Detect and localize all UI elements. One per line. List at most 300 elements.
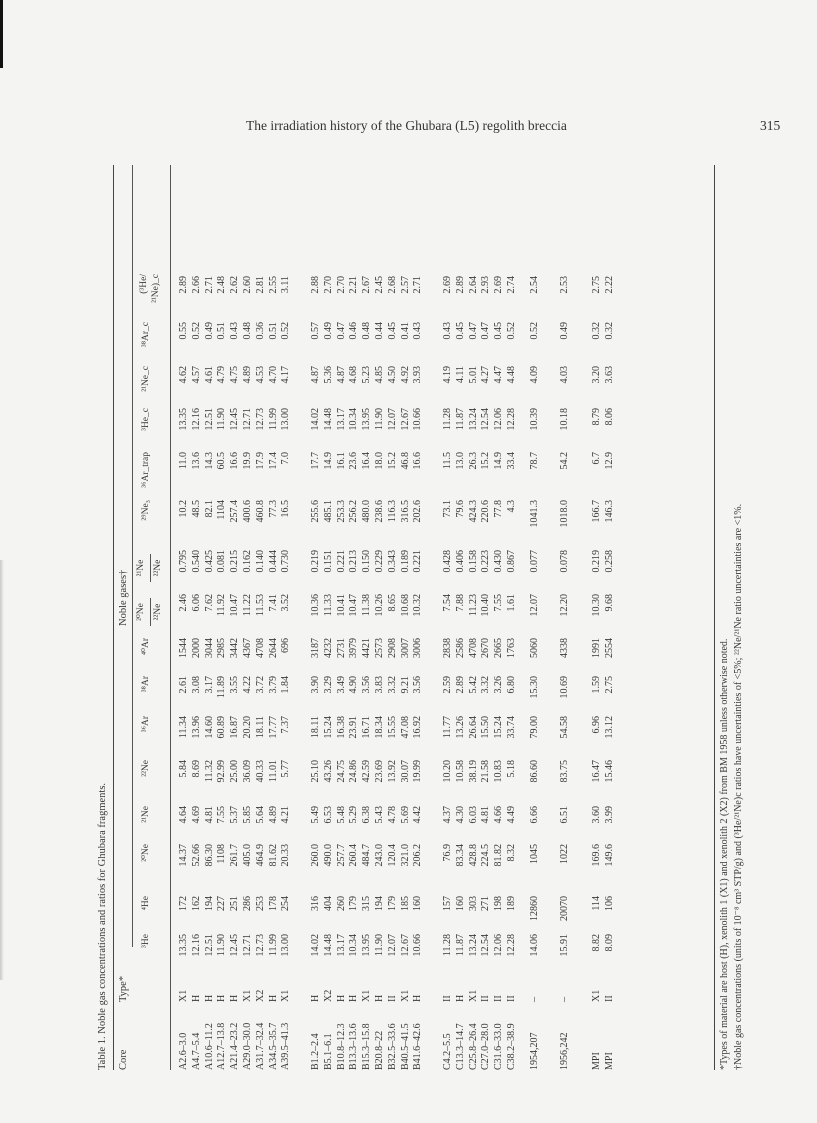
table-cell: 4.68	[348, 366, 360, 384]
table-cell: 464.9	[254, 844, 266, 867]
table-cell: 11.23	[467, 594, 479, 617]
table-cell: 0.43	[442, 322, 453, 340]
table-cell: 13.95	[361, 408, 373, 431]
table-cell: C27.0–28.0	[480, 1023, 492, 1070]
table-cell: 11.99	[267, 934, 279, 957]
table-cell: 11.38	[361, 594, 373, 617]
column-ne20_22	[442, 594, 519, 632]
table-cell: 47.08	[399, 716, 411, 739]
table-cell: 2.46	[178, 594, 189, 612]
table-cell: C38.2–38.9	[505, 1023, 517, 1070]
table-cell: 0.213	[348, 550, 360, 573]
table-cell: 179	[386, 896, 398, 911]
column-ar36	[442, 716, 519, 754]
table-cell: 18.11	[310, 716, 321, 739]
table-cell: 77.3	[267, 500, 279, 518]
table-cell: 16.71	[361, 716, 373, 739]
table-cell: 256.2	[348, 500, 360, 523]
table-cell: 0.081	[216, 550, 228, 573]
table-cell: 60.5	[216, 452, 228, 470]
table-cell: 1022	[559, 844, 570, 864]
table-cell: 2.70	[335, 276, 347, 294]
table-cell: 11.87	[454, 934, 466, 957]
table-cell: 19.9	[241, 452, 253, 470]
table-cell: 4.89	[241, 366, 253, 384]
table-cell: H	[335, 994, 347, 1002]
column-ne21c	[310, 366, 425, 402]
table-cell: 4232	[322, 638, 334, 658]
table-cell: 4708	[254, 638, 266, 658]
column-core	[559, 1008, 572, 1070]
column-ar40	[559, 638, 572, 672]
table-cell: 260.0	[310, 844, 321, 867]
table-cell: 79.00	[529, 716, 540, 739]
table-cell: 10.47	[348, 594, 360, 617]
table-cell: 1045	[529, 844, 540, 864]
table-cell: B10.8–12.3	[335, 1023, 347, 1070]
table-cell: 254	[280, 896, 292, 911]
table-cell: 1544	[178, 638, 189, 658]
table-cell: 79.6	[454, 500, 466, 518]
table-cell: 12.07	[529, 594, 540, 617]
table-cell: X1	[591, 989, 602, 1002]
table-cell: 21.58	[480, 760, 492, 783]
table-caption: Table 1. Noble gas concentrations and ratios for Ghubara fragments.	[97, 782, 108, 1070]
table-cell: 6.03	[467, 806, 479, 824]
col-head-ne29: ²⁹Ne₃	[141, 500, 151, 521]
table-cell: 1954,207	[529, 1032, 540, 1070]
table-cell: 185	[399, 896, 411, 911]
table-cell: 3.55	[229, 676, 241, 694]
table-cell: 14.60	[203, 716, 215, 739]
column-he3c	[591, 408, 617, 446]
table-cell: 78.7	[529, 452, 540, 470]
column-he4	[559, 896, 572, 930]
table-cell: 0.795	[178, 550, 189, 573]
col-head-he3c: ³He_c	[141, 408, 151, 431]
table-cell: 2.61	[178, 676, 189, 694]
table-cell: 11.28	[442, 934, 453, 957]
table-cell: 54.58	[559, 716, 570, 739]
table-cell: 16.92	[412, 716, 424, 739]
table-cell: 11.32	[203, 760, 215, 783]
table-cell: 15.50	[480, 716, 492, 739]
table-cell: A2.6–3.0	[178, 1032, 189, 1070]
table-cell: 120.4	[386, 844, 398, 867]
table-cell: 11.53	[254, 594, 266, 617]
table-cell: 316	[310, 896, 321, 911]
table-cell: 0.57	[310, 322, 321, 340]
table-cell: II	[386, 995, 398, 1002]
table-cell: 13.26	[454, 716, 466, 739]
table-cell: 0.32	[591, 322, 602, 340]
column-ne21c	[529, 366, 542, 402]
table-cell: 0.151	[322, 550, 334, 573]
table-cell: 2.55	[267, 276, 279, 294]
column-he3c	[442, 408, 519, 446]
table-cell: 83.34	[454, 844, 466, 867]
table-cell: 13.00	[280, 934, 292, 957]
table-cell: 2586	[454, 638, 466, 658]
column-ratio	[310, 276, 425, 312]
table-cell: 2.62	[229, 276, 241, 294]
table-cell: 0.45	[493, 322, 505, 340]
col-head-he3: ³He	[141, 934, 151, 948]
table-cell: 82.1	[203, 500, 215, 518]
table-cell: 0.52	[190, 322, 202, 340]
table-cell: 11.01	[267, 760, 279, 783]
table-cell: 0.43	[412, 322, 424, 340]
column-core	[442, 1008, 519, 1070]
table-cell: 8.65	[386, 594, 398, 612]
column-ar36	[310, 716, 425, 754]
table-cell: 7.0	[280, 452, 292, 465]
table-cell: 20.20	[241, 716, 253, 739]
col-head-ne21-22-bar	[150, 554, 151, 582]
table-cell: 81.62	[267, 844, 279, 867]
table-cell: 4.89	[267, 806, 279, 824]
table-cell: 5.43	[373, 806, 385, 824]
table-cell: 157	[442, 896, 453, 911]
column-ar38	[310, 676, 425, 712]
table-cell: 0.229	[373, 550, 385, 573]
table-cell: 0.189	[399, 550, 411, 573]
table-cell: 4.78	[386, 806, 398, 824]
table-cell: 4.50	[386, 366, 398, 384]
table-cell: 2.21	[348, 276, 360, 294]
table-cell: 12.06	[493, 408, 505, 431]
col-head-he4: ⁴He	[141, 896, 151, 911]
column-ne21	[559, 806, 572, 838]
table-cell: 3.60	[591, 806, 602, 824]
table-cell: 116.3	[386, 500, 398, 523]
table-cell: 73.1	[442, 500, 453, 518]
table-cell: 2.88	[310, 276, 321, 294]
table-cell: 4.37	[442, 806, 453, 824]
table-cell: 24.75	[335, 760, 347, 783]
table-cell: 4.30	[454, 806, 466, 824]
table-cell: 0.47	[467, 322, 479, 340]
column-he3	[442, 934, 519, 970]
table-cell: X1	[280, 989, 292, 1002]
table-cell: H	[373, 994, 385, 1002]
column-ne21	[310, 806, 425, 838]
table-cell: 178	[267, 896, 279, 911]
table-cell: 149.6	[603, 844, 615, 867]
table-cell: 7.41	[267, 594, 279, 612]
table-cell: 2573	[373, 638, 385, 658]
footnote-units: †Noble gas concentrations (units of 10⁻⁸ cm³ STP/g) and (³He/²¹Ne)c ratios have uncertainties of <5%; ²²Ne/²¹Ne ratio uncertainties are <1%.	[733, 503, 744, 1070]
column-ratio	[559, 276, 572, 312]
table-cell: 33.74	[505, 716, 517, 739]
table-cell: 0.425	[203, 550, 215, 573]
table-cell: 86.60	[529, 760, 540, 783]
table-cell: 2.89	[454, 676, 466, 694]
table-cell: 10.83	[493, 760, 505, 783]
table-cell: 16.38	[335, 716, 347, 739]
table-cell: 12.45	[229, 408, 241, 431]
column-he4	[442, 896, 519, 930]
column-ratio	[178, 276, 293, 312]
scan-shadow	[0, 560, 4, 980]
column-ne21_22	[559, 550, 572, 588]
table-cell: II	[442, 995, 453, 1002]
table-cell: 206.2	[412, 844, 424, 867]
table-cell: A12.7–13.8	[216, 1022, 228, 1070]
table-cell: 227	[216, 896, 228, 911]
table-cell: 2.48	[216, 276, 228, 294]
column-type	[442, 974, 519, 1002]
table-cell: 42.59	[361, 760, 373, 783]
table-cell: 18.0	[373, 452, 385, 470]
table-cell: 13.96	[190, 716, 202, 739]
table-cell: A10.6–11.2	[203, 1023, 215, 1070]
table-cell: 23.69	[373, 760, 385, 783]
table-cell: 12.71	[241, 408, 253, 431]
table-cell: 243.0	[373, 844, 385, 867]
table-cell: 400.6	[241, 500, 253, 523]
column-ar38c	[559, 322, 572, 356]
column-ne21c	[591, 366, 617, 402]
table-cell: 0.52	[505, 322, 517, 340]
column-he3	[529, 934, 542, 970]
table-cell: H	[203, 994, 215, 1002]
table-cell: 10.69	[559, 676, 570, 699]
table-cell: 3.56	[412, 676, 424, 694]
table-cell: X2	[322, 989, 334, 1002]
table-cell: 11.33	[322, 594, 334, 617]
table-cell: A29.0–30.0	[241, 1022, 253, 1070]
column-ar36trap	[529, 452, 542, 492]
column-he3	[310, 934, 425, 970]
column-he3	[178, 934, 293, 970]
column-ar36trap	[178, 452, 293, 492]
column-ratio	[442, 276, 519, 312]
table-cell: A34.5–35.7	[267, 1022, 279, 1070]
column-he4	[529, 896, 542, 930]
table-cell: 4.64	[178, 806, 189, 824]
table-cell: 10.26	[373, 594, 385, 617]
table-cell: 11.92	[216, 594, 228, 617]
table-cell: 13.95	[361, 934, 373, 957]
table-cell: 2.69	[442, 276, 453, 294]
table-cell: 40.33	[254, 760, 266, 783]
column-ar36trap	[442, 452, 519, 492]
table-cell: 0.43	[229, 322, 241, 340]
column-ne20_22	[591, 594, 617, 632]
table-cell: 4.70	[267, 366, 279, 384]
table-cell: 8.09	[603, 934, 615, 952]
table-cell: 11.5	[442, 452, 453, 470]
column-ne20	[178, 844, 293, 892]
table-cell: 3.79	[267, 676, 279, 694]
table-cell: 220.6	[480, 500, 492, 523]
col-head-ar36trap: ³⁶Ar_trap	[141, 452, 151, 488]
table-cell: 0.219	[310, 550, 321, 573]
table-cell: 0.150	[361, 550, 373, 573]
table-cell: 2670	[480, 638, 492, 658]
column-ar40	[310, 638, 425, 672]
table-cell: 316.5	[399, 500, 411, 523]
table-cell: X1	[178, 989, 189, 1002]
table-cell: 5.18	[505, 760, 517, 778]
table-cell: 2554	[603, 638, 615, 658]
table-cell: 10.66	[412, 934, 424, 957]
table-cell: 5.49	[310, 806, 321, 824]
table-cell: C25.8–26.4	[467, 1023, 479, 1070]
table-cell: 14.48	[322, 408, 334, 431]
col-head-ar38c: ³⁸Ar_c	[141, 322, 151, 348]
table-cell: 13.12	[603, 716, 615, 739]
table-cell: 160	[454, 896, 466, 911]
column-ne22	[591, 760, 617, 800]
table-cell: 1991	[591, 638, 602, 658]
table-cell: B1.2–2.4	[310, 1033, 321, 1070]
table-cell: 10.36	[310, 594, 321, 617]
table-cell: 5.01	[467, 366, 479, 384]
table-cell: 11.90	[216, 408, 228, 431]
table-cell: 0.428	[442, 550, 453, 573]
column-type	[591, 974, 617, 1002]
table-cell: MPI	[603, 1052, 615, 1070]
table-cell: 4.61	[203, 366, 215, 384]
table-cell: 10.58	[454, 760, 466, 783]
table-cell: A31.7–32.4	[254, 1022, 266, 1070]
table-cell: H	[412, 994, 424, 1002]
column-ar38c	[442, 322, 519, 356]
column-type	[529, 974, 542, 1002]
column-ne22	[178, 760, 293, 800]
column-ratio	[591, 276, 617, 312]
column-he3c	[529, 408, 542, 446]
table-cell: 3006	[412, 638, 424, 658]
table-cell: 14.3	[203, 452, 215, 470]
table-cell: 1041.3	[529, 500, 540, 528]
table-cell: 24.86	[348, 760, 360, 783]
table-cell: C13.3–14.7	[454, 1023, 466, 1070]
table-cell: 4.21	[280, 806, 292, 824]
table-cell: 12860	[529, 896, 540, 921]
table-cell: 9.21	[399, 676, 411, 694]
column-ne22	[559, 760, 572, 800]
table-cell: 303	[467, 896, 479, 911]
table-cell: 6.51	[559, 806, 570, 824]
table-cell: 4.47	[493, 366, 505, 384]
table-cell: 6.66	[529, 806, 540, 824]
table-cell: 12.54	[480, 408, 492, 431]
table-cell: 23.6	[348, 452, 360, 470]
table-cell: 4708	[467, 638, 479, 658]
column-ne20	[310, 844, 425, 892]
column-ar40	[591, 638, 617, 672]
table-cell: 5.84	[178, 760, 189, 778]
table-cell: 14.06	[529, 934, 540, 957]
table-cell: 2.22	[603, 276, 615, 294]
running-title: The irradiation history of the Ghubara (L5) regolith breccia	[246, 118, 567, 133]
table-cell: 11.90	[216, 934, 228, 957]
table-cell: 11.90	[373, 934, 385, 957]
table-cell: 0.219	[591, 550, 602, 573]
table-cell: 20070	[559, 896, 570, 921]
table-cell: B40.5–41.5	[399, 1023, 411, 1070]
table-cell: 7.88	[454, 594, 466, 612]
table-cell: 2.53	[559, 276, 570, 294]
col-head-ar38: ³⁸Ar	[141, 676, 151, 693]
table-cell: 3.26	[493, 676, 505, 694]
table-cell: 0.215	[229, 550, 241, 573]
table-cell: –	[559, 997, 570, 1002]
table-cell: 26.64	[467, 716, 479, 739]
column-ar36trap	[591, 452, 617, 492]
table-cell: 10.66	[412, 408, 424, 431]
table-cell: 162	[190, 896, 202, 911]
table-cell: 405.0	[241, 844, 253, 867]
table-cell: 0.406	[454, 550, 466, 573]
table-cell: 160	[412, 896, 424, 911]
table-cell: 3.08	[190, 676, 202, 694]
table-cell: 0.343	[386, 550, 398, 573]
table-cell: 5.48	[335, 806, 347, 824]
column-ne20_22	[529, 594, 542, 632]
column-ratio	[529, 276, 542, 312]
table-cell: 14.02	[310, 408, 321, 431]
table-cell: 16.6	[412, 452, 424, 470]
table-cell: 2.89	[454, 276, 466, 294]
table-cell: 4.85	[373, 366, 385, 384]
col-head-ne20-22-num: ²⁰Ne	[136, 603, 146, 621]
table-cell: 3442	[229, 638, 241, 658]
table-top-rule	[113, 165, 114, 1070]
table-cell: 5060	[529, 638, 540, 658]
table-cell: 3.11	[280, 276, 292, 294]
table-cell: 4.19	[442, 366, 453, 384]
table-cell: C4.2–5.5	[442, 1033, 453, 1070]
column-he3c	[178, 408, 293, 446]
table-cell: 4.03	[559, 366, 570, 384]
page-edge-mark	[0, 0, 3, 68]
table-cell: H	[229, 994, 241, 1002]
table-cell: 5.23	[361, 366, 373, 384]
table-cell: A21.4–23.2	[229, 1022, 241, 1070]
table-cell: 2985	[216, 638, 228, 658]
table-cell: 13.35	[178, 408, 189, 431]
column-ar38c	[591, 322, 617, 356]
column-ne29	[591, 500, 617, 544]
table-cell: 2.93	[480, 276, 492, 294]
table-cell: 2.66	[190, 276, 202, 294]
column-ne20_22	[178, 594, 293, 632]
table-cell: 76.9	[442, 844, 453, 862]
table-cell: 2731	[335, 638, 347, 658]
table-cell: 0.444	[267, 550, 279, 573]
table-cell: 9.68	[603, 594, 615, 612]
column-ne21_22	[442, 550, 519, 588]
table-cell: 13.92	[386, 760, 398, 783]
table-cell: 0.45	[454, 322, 466, 340]
table-cell: 2.75	[603, 676, 615, 694]
table-cell: 7.54	[442, 594, 453, 612]
table-cell: 404	[322, 896, 334, 911]
table-cell: 46.8	[399, 452, 411, 470]
table-cell: 172	[178, 896, 189, 911]
table-cell: 4.75	[229, 366, 241, 384]
table-cell: 261.7	[229, 844, 241, 867]
col-head-ar40: ⁴⁰Ar	[141, 638, 151, 656]
table-cell: 11.28	[442, 408, 453, 431]
table-cell: 1.59	[591, 676, 602, 694]
table-cell: 3.90	[310, 676, 321, 694]
table-cell: 5.69	[399, 806, 411, 824]
